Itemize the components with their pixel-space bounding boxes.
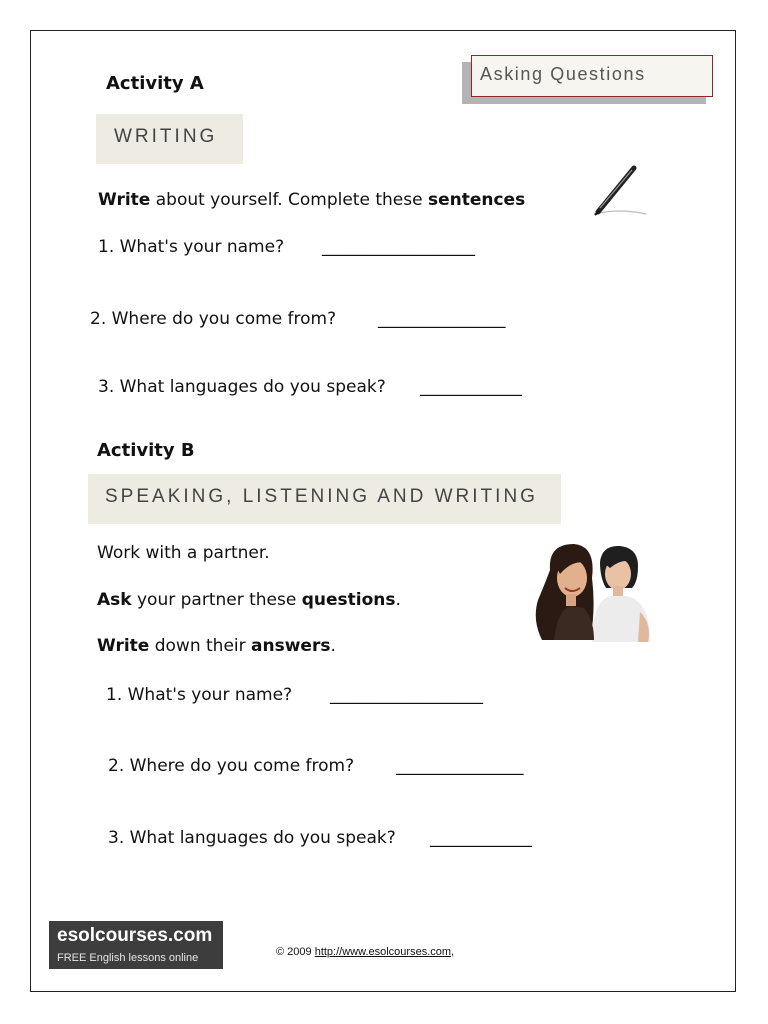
page-title: Asking Questions xyxy=(471,55,713,97)
a-answer-blank-3[interactable]: ____________ xyxy=(420,377,522,397)
writing-section-text: WRITING xyxy=(114,126,218,147)
activity-b-instruction-2 xyxy=(97,590,401,610)
activity-a-heading: Activity A xyxy=(106,73,204,94)
instruction-bold-sentences: sentences xyxy=(427,190,526,210)
instruction-bold-write: Write xyxy=(98,190,151,210)
instruction-bold-ask: Ask xyxy=(97,590,132,610)
b-question-1 xyxy=(106,685,483,705)
instruction-bold-answers: answers xyxy=(251,636,331,656)
a-question-1-text: 1. What's your name? xyxy=(98,237,285,257)
activity-b-instruction-3 xyxy=(97,636,336,656)
a-answer-blank-2[interactable]: _______________ xyxy=(378,309,506,329)
a-question-2-text: 2. Where do you come from? xyxy=(90,309,337,329)
logo-title: esolcourses.com xyxy=(57,925,213,946)
footer-copyright xyxy=(276,946,454,958)
a-question-2 xyxy=(90,309,506,329)
footer-copyright-text: © 2009 xyxy=(276,946,315,958)
instruction-bold-write-b: Write xyxy=(97,636,150,656)
a-question-3 xyxy=(98,377,522,397)
b-answer-blank-2[interactable]: _______________ xyxy=(396,756,524,776)
instruction-3-middle: down their xyxy=(149,636,252,656)
b-question-2 xyxy=(108,756,524,776)
b-answer-blank-1[interactable]: __________________ xyxy=(330,685,483,705)
esolcourses-logo[interactable] xyxy=(49,921,223,969)
b-question-2-text: 2. Where do you come from? xyxy=(108,756,355,776)
instruction-2-end: . xyxy=(395,590,401,610)
a-question-3-text: 3. What languages do you speak? xyxy=(98,377,386,397)
b-answer-blank-3[interactable]: ____________ xyxy=(430,828,532,848)
footer-trailing: , xyxy=(451,946,455,958)
instruction-3-end: . xyxy=(330,636,336,656)
a-answer-blank-1[interactable]: __________________ xyxy=(322,237,475,257)
speaking-section-label xyxy=(88,474,561,524)
activity-b-instruction-1: Work with a partner. xyxy=(97,543,270,563)
instruction-2-middle: your partner these xyxy=(131,590,302,610)
activity-a-instruction xyxy=(98,190,525,210)
logo-subtitle: FREE English lessons online xyxy=(57,952,199,964)
footer-link[interactable]: http://www.esolcourses.com xyxy=(314,946,452,958)
partners-illustration xyxy=(530,540,655,645)
a-question-1 xyxy=(98,237,475,257)
instruction-middle: about yourself. Complete these xyxy=(150,190,428,210)
activity-b-heading: Activity B xyxy=(97,440,195,461)
b-question-3-text: 3. What languages do you speak? xyxy=(108,828,396,848)
instruction-bold-questions: questions xyxy=(301,590,396,610)
speaking-section-text: SPEAKING, LISTENING AND WRITING xyxy=(105,486,538,507)
b-question-1-text: 1. What's your name? xyxy=(106,685,293,705)
writing-section-label xyxy=(96,114,243,164)
b-question-3 xyxy=(108,828,532,848)
pen-icon xyxy=(590,162,650,220)
